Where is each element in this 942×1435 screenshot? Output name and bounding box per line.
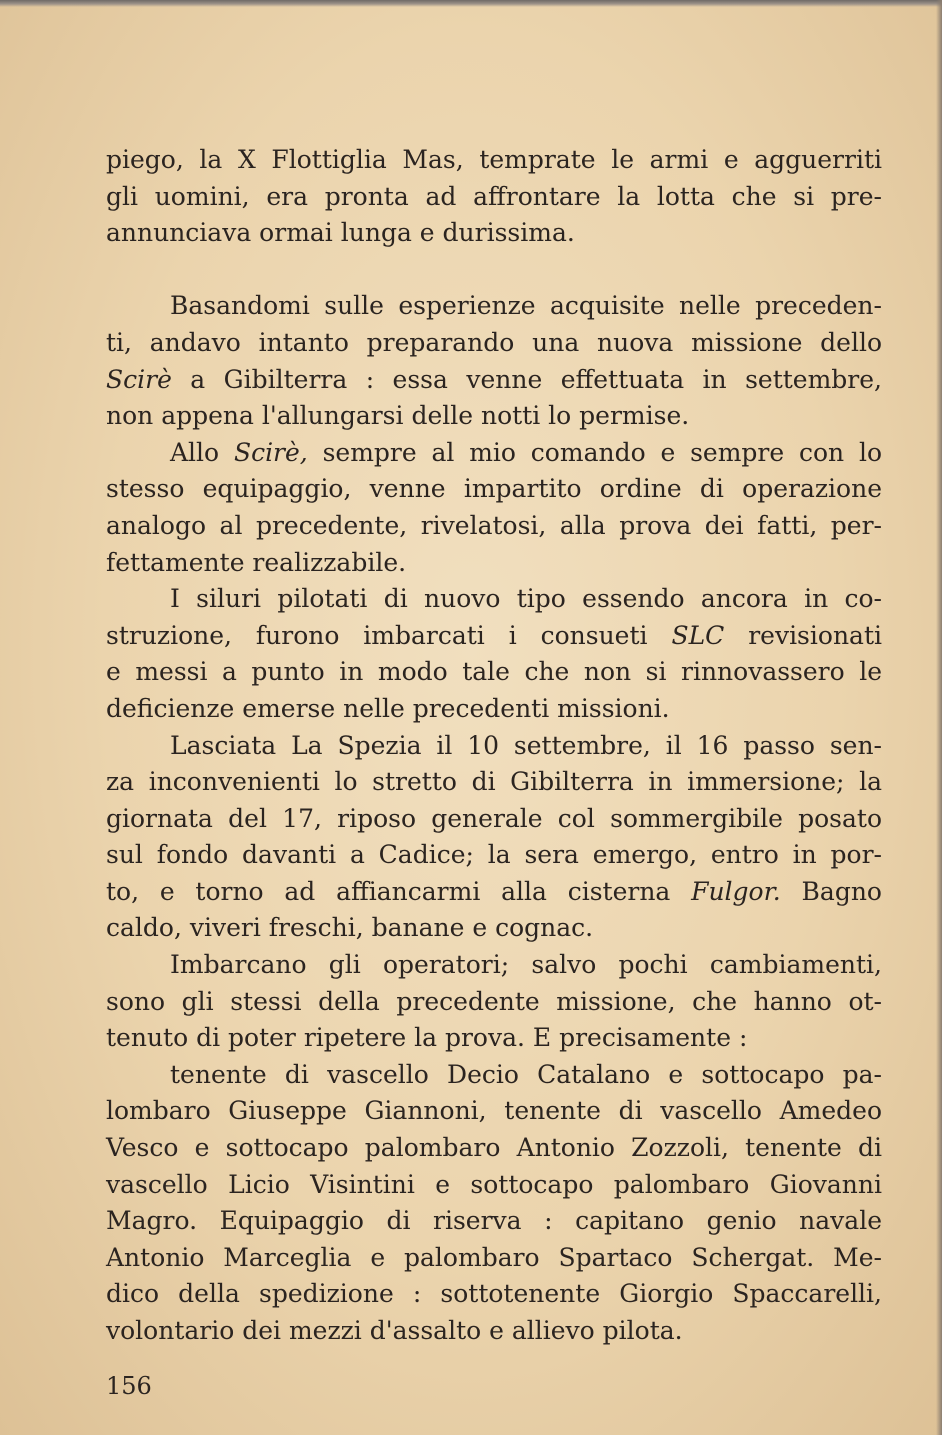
text-segment: to, e torno ad affiancarmi alla cisterna: [106, 876, 692, 906]
text-line: gli uomini, era pronta ad affrontare la lotta che si pre-: [106, 181, 882, 211]
text-segment: sempre al mio comando e sempre con lo: [307, 437, 883, 467]
paragraph-gap: [106, 252, 882, 289]
text-segment: Bagno: [780, 876, 882, 906]
text-line: giornata del 17, riposo generale col sommergibile posato: [106, 803, 882, 833]
text-line: Basandomi sulle esperienze acquisite nelle preceden-: [170, 291, 882, 321]
text-line: [106, 618, 882, 655]
text-line: dico della spedizione : sottotenente Giorgio Spaccarelli,: [106, 1279, 882, 1309]
italic-text: Scirè,: [233, 437, 308, 467]
text-line: lombaro Giuseppe Giannoni, tenente di vascello Amedeo: [106, 1096, 882, 1126]
italic-text: Scirè: [106, 364, 172, 394]
text-segment: struzione, furono imbarcati i consueti: [106, 620, 672, 650]
text-line: vascello Licio Visintini e sottocapo palombaro Giovanni: [106, 1169, 882, 1199]
page-top-edge: [0, 0, 942, 7]
text-line: caldo, viveri freschi, banane e cognac.: [106, 913, 594, 943]
text-line: Imbarcano gli operatori; salvo pochi cambiamenti,: [170, 950, 882, 980]
text-line: I siluri pilotati di nuovo tipo essendo ancora in co-: [170, 584, 882, 614]
page-number: 156: [106, 1372, 152, 1400]
text-line: tenente di vascello Decio Catalano e sottocapo pa-: [170, 1059, 882, 1089]
text-segment: a Gibilterra : essa venne effettuata in settembre,: [171, 364, 882, 394]
text-line: Magro. Equipaggio di riserva : capitano genio navale: [106, 1206, 882, 1236]
text-line: volontario dei mezzi d'assalto e allievo pilota.: [106, 1316, 683, 1345]
text-line: [106, 435, 882, 472]
text-line: analogo al precedente, rivelatosi, alla prova dei fatti, per-: [106, 510, 882, 540]
text-line: ti, andavo intanto preparando una nuova missione dello: [106, 327, 882, 357]
text-line: tenuto di poter ripetere la prova. E precisamente :: [106, 1023, 748, 1053]
text-line: za inconvenienti lo stretto di Gibilterra in immersione; la: [106, 767, 882, 797]
text-line: Vesco e sottocapo palombaro Antonio Zozzoli, tenente di: [106, 1133, 882, 1163]
text-line: sono gli stessi della precedente missione, che hanno ot-: [106, 986, 882, 1016]
text-line: fettamente realizzabile.: [106, 547, 407, 577]
italic-text: Fulgor.: [691, 876, 781, 906]
text-segment: Allo: [170, 437, 234, 467]
italic-text: SLC: [671, 620, 725, 650]
text-line: sul fondo davanti a Cadice; la sera emergo, entro in por-: [106, 840, 882, 870]
text-line: Antonio Marceglia e palombaro Spartaco Schergat. Me-: [106, 1242, 882, 1272]
text-line: e messi a punto in modo tale che non si rinnovassero le: [106, 657, 882, 687]
page-right-edge: [936, 0, 942, 1435]
text-line: [106, 362, 882, 399]
text-line: deficienze emerse nelle precedenti missioni.: [106, 693, 670, 723]
text-line: annunciava ormai lunga e durissima.: [106, 218, 575, 248]
text-line: piego, la X Flottiglia Mas, temprate le armi e agguerriti: [106, 145, 882, 174]
body-text: [106, 142, 882, 1350]
text-line: non appena l'allungarsi delle notti lo permise.: [106, 401, 690, 431]
text-line: Lasciata La Spezia il 10 settembre, il 16 passo sen-: [170, 730, 882, 760]
text-segment: revisionati: [724, 620, 882, 650]
text-line: stesso equipaggio, venne impartito ordine di operazione: [106, 474, 882, 504]
text-line: [106, 874, 882, 911]
